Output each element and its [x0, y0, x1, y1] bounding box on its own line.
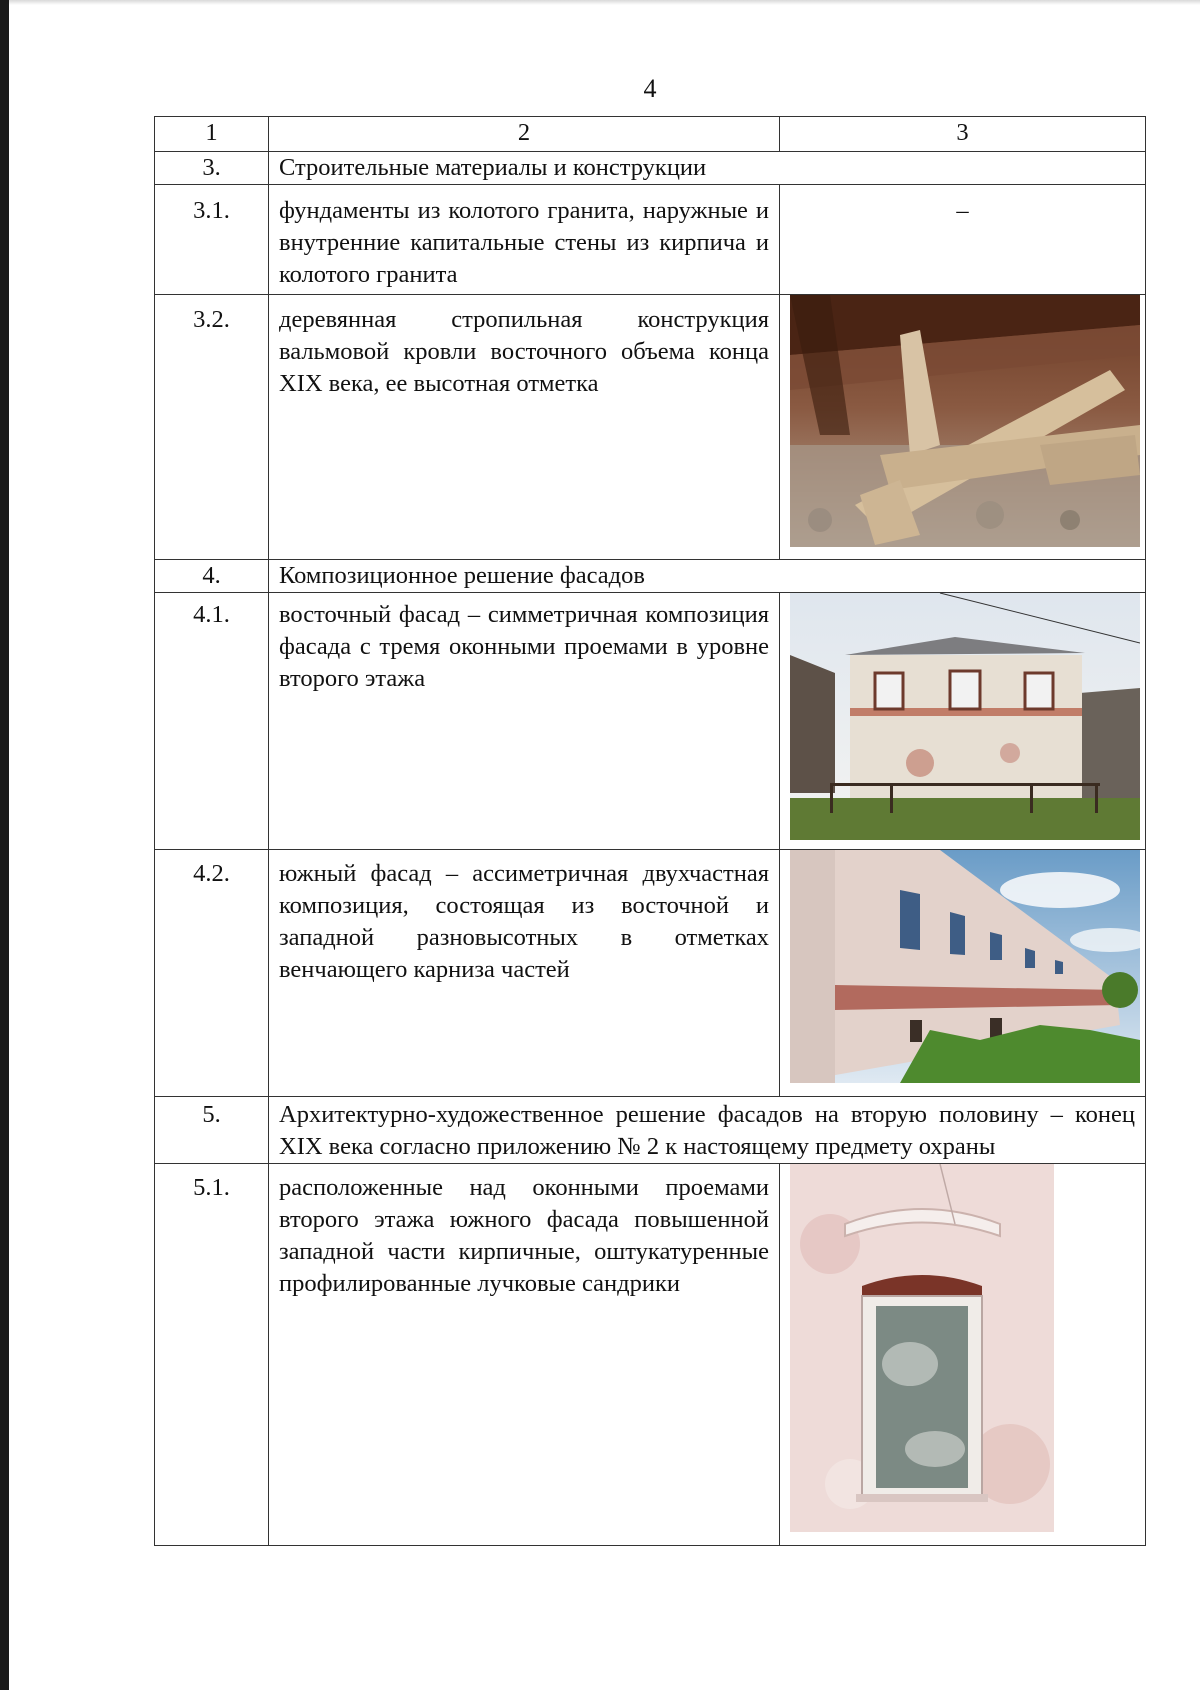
row-number: 4.	[155, 560, 269, 593]
scan-edge-left	[0, 0, 9, 1690]
table-row-3-2	[155, 295, 1146, 560]
row-description: расположенные над оконными проемами второго этажа южного фасада повышенной западной части кирпичные, оштукатуренные профилированные лучковые сандрики	[269, 1164, 780, 1546]
scan-edge-top	[9, 0, 1200, 5]
header-col-2: 2	[269, 117, 780, 152]
table-row-section-4	[155, 560, 1146, 593]
row-number: 4.2.	[155, 850, 269, 1097]
south-facade-photo-cell	[780, 850, 1146, 1097]
table-row-4-1	[155, 593, 1146, 850]
table-row-4-2	[155, 850, 1146, 1097]
section-title: Композиционное решение фасадов	[269, 560, 1146, 593]
header-col-3: 3	[780, 117, 1146, 152]
roof-truss-photo	[790, 295, 1135, 547]
section-title: Архитектурно-художественное решение фасадов на вторую половину – конец XIX века согласно приложению № 2 к настоящему предмету охраны	[269, 1097, 1146, 1164]
row-number: 3.	[155, 152, 269, 185]
header-col-1: 1	[155, 117, 269, 152]
row-number: 3.2.	[155, 295, 269, 560]
row-description: деревянная стропильная конструкция вальмовой кровли восточного объема конца XIX века, ее высотная отметка	[269, 295, 780, 560]
row-number: 3.1.	[155, 185, 269, 295]
section-title: Строительные материалы и конструкции	[269, 152, 1146, 185]
window-sandrik-photo	[790, 1164, 1135, 1532]
south-facade-photo	[790, 850, 1135, 1083]
row-number: 4.1.	[155, 593, 269, 850]
page-number: 4	[643, 74, 657, 103]
row-description: южный фасад – ассиметричная двухчастная композиция, состоящая из восточной и западной разновысотных в отметках венчающего карниза частей	[269, 850, 780, 1097]
table-row-5-1	[155, 1164, 1146, 1546]
table-row-section-3	[155, 152, 1146, 185]
east-facade-photo	[790, 593, 1135, 840]
row-description: фундаменты из колотого гранита, наружные и внутренние капитальные стены из кирпича и колотого гранита	[269, 185, 780, 295]
row-description: восточный фасад – симметричная композиция фасада с тремя оконными проемами в уровне второго этажа	[269, 593, 780, 850]
table-row-section-5	[155, 1097, 1146, 1164]
row-dash: –	[780, 185, 1146, 295]
row-number: 5.1.	[155, 1164, 269, 1546]
protection-subject-table	[154, 116, 1146, 1546]
window-sandrik-photo-cell	[780, 1164, 1146, 1546]
table-row-3-1	[155, 185, 1146, 295]
roof-truss-photo-cell	[780, 295, 1146, 560]
row-number: 5.	[155, 1097, 269, 1164]
east-facade-photo-cell	[780, 593, 1146, 850]
table-header-row	[155, 117, 1146, 152]
